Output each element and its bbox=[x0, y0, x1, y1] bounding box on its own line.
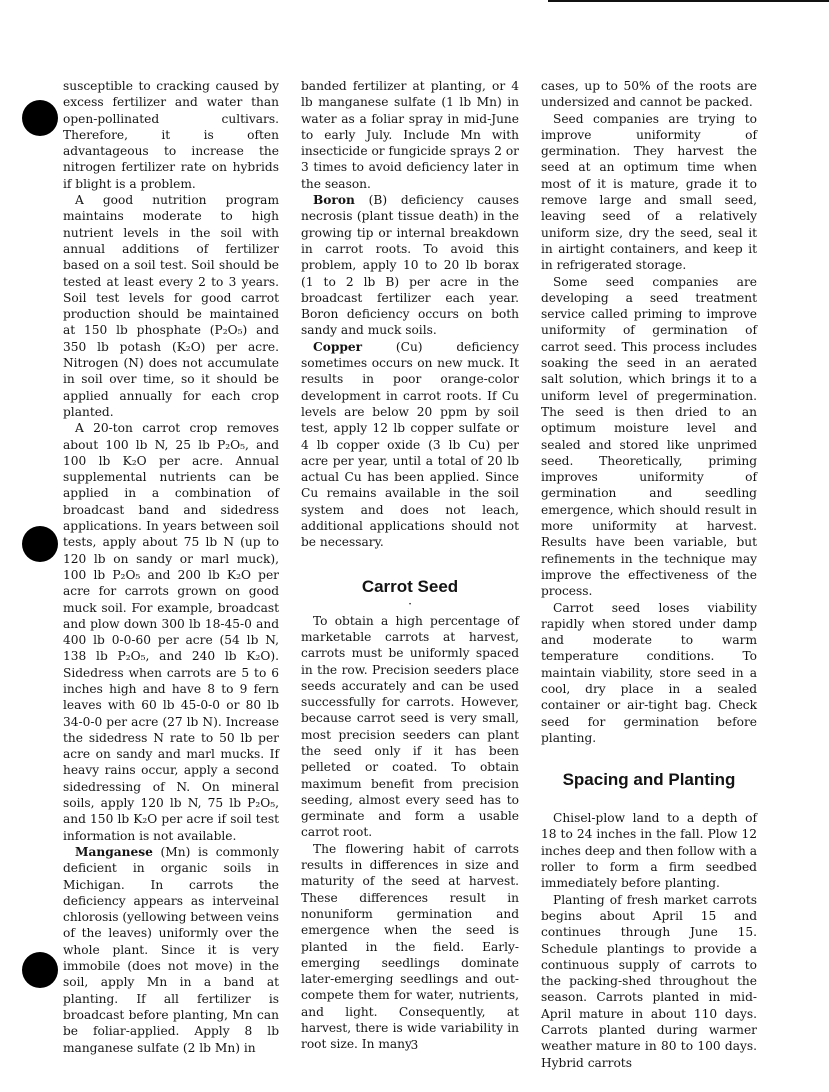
paragraph: banded fertilizer at planting, or 4 lb manganese sulfate (1 lb Mn) in water as a foliar spray in mid-June to early July. Include Mn with insecticide or fungicide sprays 2 or 3 times to avoid deficiency later in the season. bbox=[301, 79, 519, 191]
paragraph: cases, up to 50% of the roots are undersized and cannot be packed. bbox=[541, 79, 757, 110]
paragraph-text: (B) deficiency causes necrosis (plant tissue death) in the growing tip or internal breakdown in carrot roots. To avoid this problem, apply 10 to 20 lb borax (1 to 2 lb B) per acre in the broadcast fertilizer each year. Boron deficiency occurs on both sandy and muck soils. bbox=[301, 193, 519, 338]
paragraph: Seed companies are trying to improve uniformity of germination. They harvest the seed at an optimum time when most of it is mature, grade it to remove large and small seed, leaving seed of a relatively uniform size, dry the seed, seal it in airtight containers, and keep it in refrigerated storage. bbox=[541, 111, 757, 273]
paragraph-text: (Cu) deficiency sometimes occurs on new muck. It results in poor orange-color development in carrot roots. If Cu levels are below 20 ppm by soil test, apply 12 lb copper sulfate or 4 lb copper oxide (3 lb Cu) per acre per year, until a total of 20 lb actual Cu has been applied. Since Cu remains available in the soil system and does not leach, additional applications should not be necessary. bbox=[301, 339, 519, 550]
binder-hole-bottom bbox=[22, 952, 58, 988]
column-2 bbox=[301, 78, 519, 1053]
paragraph: Chisel-plow land to a depth of 18 to 24 inches in the fall. Plow 12 inches deep and then follow with a roller to form a firm seedbed immediately before planting. bbox=[541, 811, 757, 891]
binder-hole-top bbox=[22, 100, 58, 136]
section-heading-spacing-and-planting: Spacing and Planting bbox=[562, 770, 736, 790]
paragraph: Some seed companies are developing a seed treatment service called priming to improve uniformity of germination of carrot seed. This process includes soaking the seed in an aerated salt solution, which brings it to a uniform level of pregermination. The seed is then dried to an optimum moisture level and sealed and stored like unprimed seed. Theoretically, priming improves uniformity of germination and seedling emergence, which should result in more uniformity at harvest. Results have been variable, but refinements in the technique may improve the effectiveness of the process. bbox=[541, 274, 757, 599]
column-1 bbox=[63, 78, 279, 1056]
paragraph-text: (Mn) is commonly deficient in organic soils in Michigan. In carrots the deficiency appears as interveinal chlorosis (yellowing between veins of the leaves) uniformly over the whole plant. Since it is very immobile (does not move) in the soil, apply Mn in a band at planting. If all fertilizer is broadcast before planting, Mn can be foliar-applied. Apply 8 lb manganese sulfate (2 lb Mn) in bbox=[63, 844, 279, 1055]
paragraph bbox=[63, 844, 279, 1056]
binder-hole-middle bbox=[22, 526, 58, 562]
term-manganese: Manganese bbox=[75, 844, 153, 859]
paragraph: To obtain a high percentage of marketable carrots at harvest, carrots must be uniformly spaced in the row. Precision seeders place seeds accurately and can be used successfully for carrots. However, because carrot seed is very small, most precision seeders can plant the seed only if it has been pelleted or coated. To obtain maximum benefit from precision seeding, almost every seed has to germinate and form a usable carrot root. bbox=[301, 613, 519, 840]
paragraph: susceptible to cracking caused by excess fertilizer and water than open-pollinated cultivars. Therefore, it is often advantageous to increase the nitrogen fertilizer rate on hybrids if blight is a problem. bbox=[63, 79, 279, 191]
page-number: 3 bbox=[410, 1038, 419, 1052]
heading-dot: · bbox=[408, 596, 412, 611]
term-copper: Copper bbox=[313, 339, 363, 354]
paragraph bbox=[301, 192, 519, 339]
paragraph: Carrot seed loses viability rapidly when stored under damp and moderate to warm temperature conditions. To maintain viability, store seed in a cool, dry place in a sealed container or air-tight bag. Check seed for germination before planting. bbox=[541, 600, 757, 745]
section-heading-carrot-seed: Carrot Seed bbox=[361, 576, 459, 596]
paragraph: The flowering habit of carrots results in differences in size and maturity of the seed at harvest. These differences result in nonuniform germination and emergence when the seed is planted in the field. Early-emerging seedlings dominate later-emerging seedlings and out-compete them for water, nutrients, and light. Consequently, at harvest, there is wide variability in root size. In many bbox=[301, 841, 519, 1052]
top-rule bbox=[548, 0, 829, 2]
paragraph: A 20-ton carrot crop removes about 100 lb N, 25 lb P₂O₅, and 100 lb K₂O per acre. Annual supplemental nutrients can be applied in a combination of broadcast band and sidedress applications. In years between soil tests, apply about 75 lb N (up to 120 lb on sandy or marl muck), 100 lb P₂O₅ and 200 lb K₂O per acre for carrots grown on good muck soil. For example, broadcast and plow down 300 lb 18-45-0 and 400 lb 0-0-60 per acre (54 lb N, 138 lb P₂O₅, and 240 lb K₂O). Sidedress when carrots are 5 to 6 inches high and have 8 to 9 fern leaves with 60 lb 45-0-0 or 80 lb 34-0-0 per acre (27 lb N). Increase the sidedress N rate to 50 lb per acre on sandy and marl mucks. If heavy rains occur, apply a second sidedressing of N. On mineral soils, apply 120 lb N, 75 lb P₂O₅, and 150 lb K₂O per acre if soil test information is not available. bbox=[63, 421, 279, 843]
paragraph: Planting of fresh market carrots begins about April 15 and continues through June 15. Schedule plantings to provide a continuous supply of carrots to the packing-shed throughout the season. Carrots planted in mid-April mature in about 110 days. Carrots planted during warmer weather mature in 80 to 100 days. Hybrid carrots bbox=[541, 892, 757, 1070]
term-boron: Boron bbox=[313, 193, 355, 208]
column-3 bbox=[541, 78, 757, 1071]
paragraph bbox=[301, 339, 519, 551]
paragraph: A good nutrition program maintains moderate to high nutrient levels in the soil with annual additions of fertilizer based on a soil test. Soil should be tested at least every 2 to 3 years. Soil test levels for good carrot production should be maintained at 150 lb phosphate (P₂O₅) and 350 lb potash (K₂O) per acre. Nitrogen (N) does not accumulate in soil over time, so it should be applied annually for each crop planted. bbox=[63, 193, 279, 419]
